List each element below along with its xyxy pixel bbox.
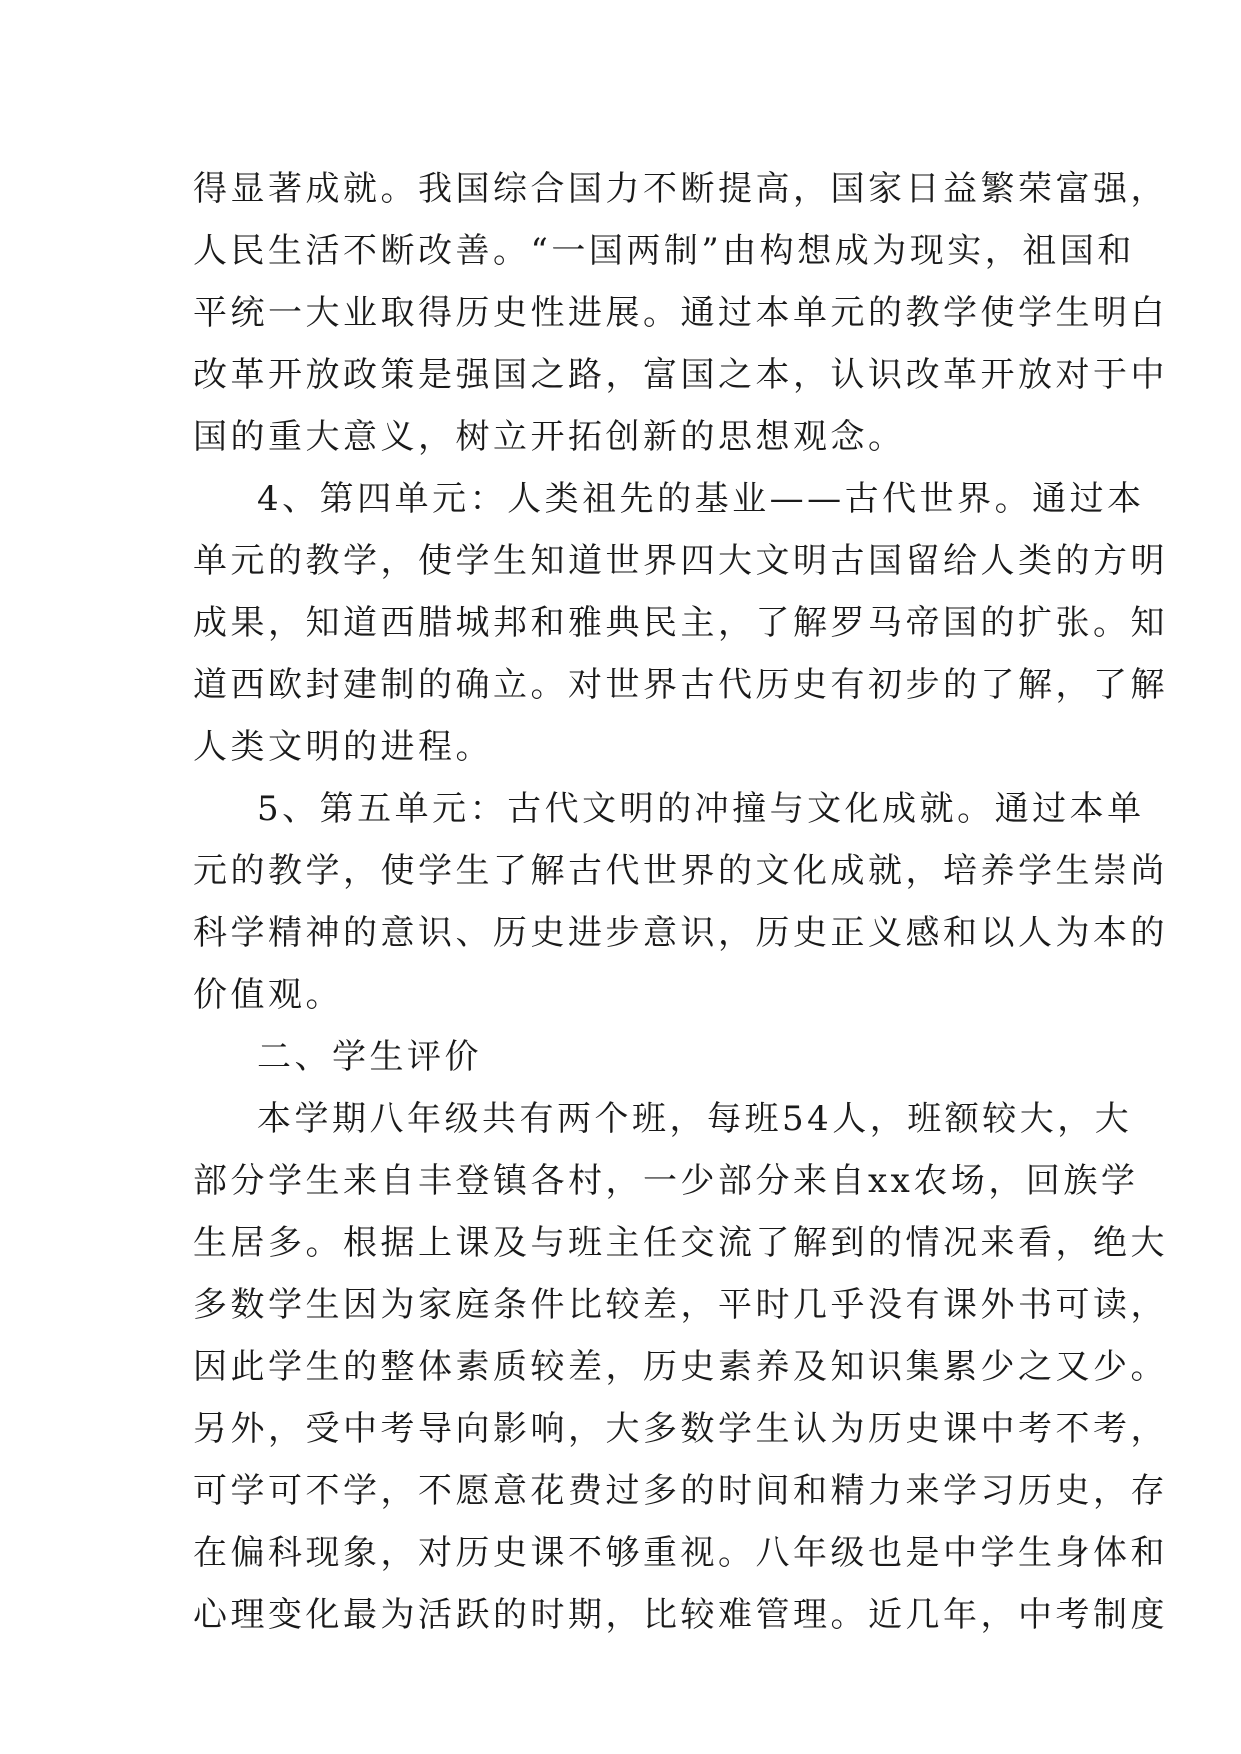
text-line-13: 科学精神的意识、历史进步意识，历史正义感和以人为本的	[193, 913, 1168, 953]
unit-4-heading-line: 4、第四单元：人类祖先的基业——古代世界。通过本	[257, 479, 1145, 519]
text-line-21: 另外，受中考导向影响，大多数学生认为历史课中考不考，	[193, 1409, 1168, 1449]
text-line-8: 成果，知道西腊城邦和雅典民主，了解罗马帝国的扩张。知	[193, 603, 1168, 643]
section-heading-student-evaluation: 二、学生评价	[257, 1037, 482, 1077]
text-line-2: 人民生活不断改善。“一国两制”由构想成为现实，祖国和	[193, 231, 1135, 271]
text-line-20: 因此学生的整体素质较差，历史素养及知识集累少之又少。	[193, 1347, 1168, 1387]
text-line-22: 可学可不学，不愿意花费过多的时间和精力来学习历史，存	[193, 1471, 1168, 1511]
text-line-18: 生居多。根据上课及与班主任交流了解到的情况来看，绝大	[193, 1223, 1168, 1263]
text-line-17: 部分学生来自丰登镇各村，一少部分来自xx农场，回族学	[193, 1161, 1139, 1201]
document-body	[193, 158, 1168, 1646]
text-line-7: 单元的教学，使学生知道世界四大文明古国留给人类的方明	[193, 541, 1168, 581]
text-line-1: 得显著成就。我国综合国力不断提高，国家日益繁荣富强，	[193, 169, 1168, 209]
text-line-12: 元的教学，使学生了解古代世界的文化成就，培养学生崇尚	[193, 851, 1168, 891]
text-line-5: 国的重大意义，树立开拓创新的思想观念。	[193, 417, 906, 457]
text-line-9: 道西欧封建制的确立。对世界古代历史有初步的了解，了解	[193, 665, 1168, 705]
text-line-16: 本学期八年级共有两个班，每班54人，班额较大，大	[257, 1099, 1133, 1139]
text-line-14: 价值观。	[193, 975, 343, 1015]
text-line-3: 平统一大业取得历史性进展。通过本单元的教学使学生明白	[193, 293, 1168, 333]
text-line-24: 心理变化最为活跃的时期，比较难管理。近几年，中考制度	[193, 1595, 1168, 1635]
text-line-23: 在偏科现象，对历史课不够重视。八年级也是中学生身体和	[193, 1533, 1168, 1573]
text-line-19: 多数学生因为家庭条件比较差，平时几乎没有课外书可读，	[193, 1285, 1168, 1325]
unit-5-heading-line: 5、第五单元：古代文明的冲撞与文化成就。通过本单	[257, 789, 1145, 829]
text-line-10: 人类文明的进程。	[193, 727, 493, 767]
text-line-4: 改革开放政策是强国之路，富国之本，认识改革开放对于中	[193, 355, 1168, 395]
